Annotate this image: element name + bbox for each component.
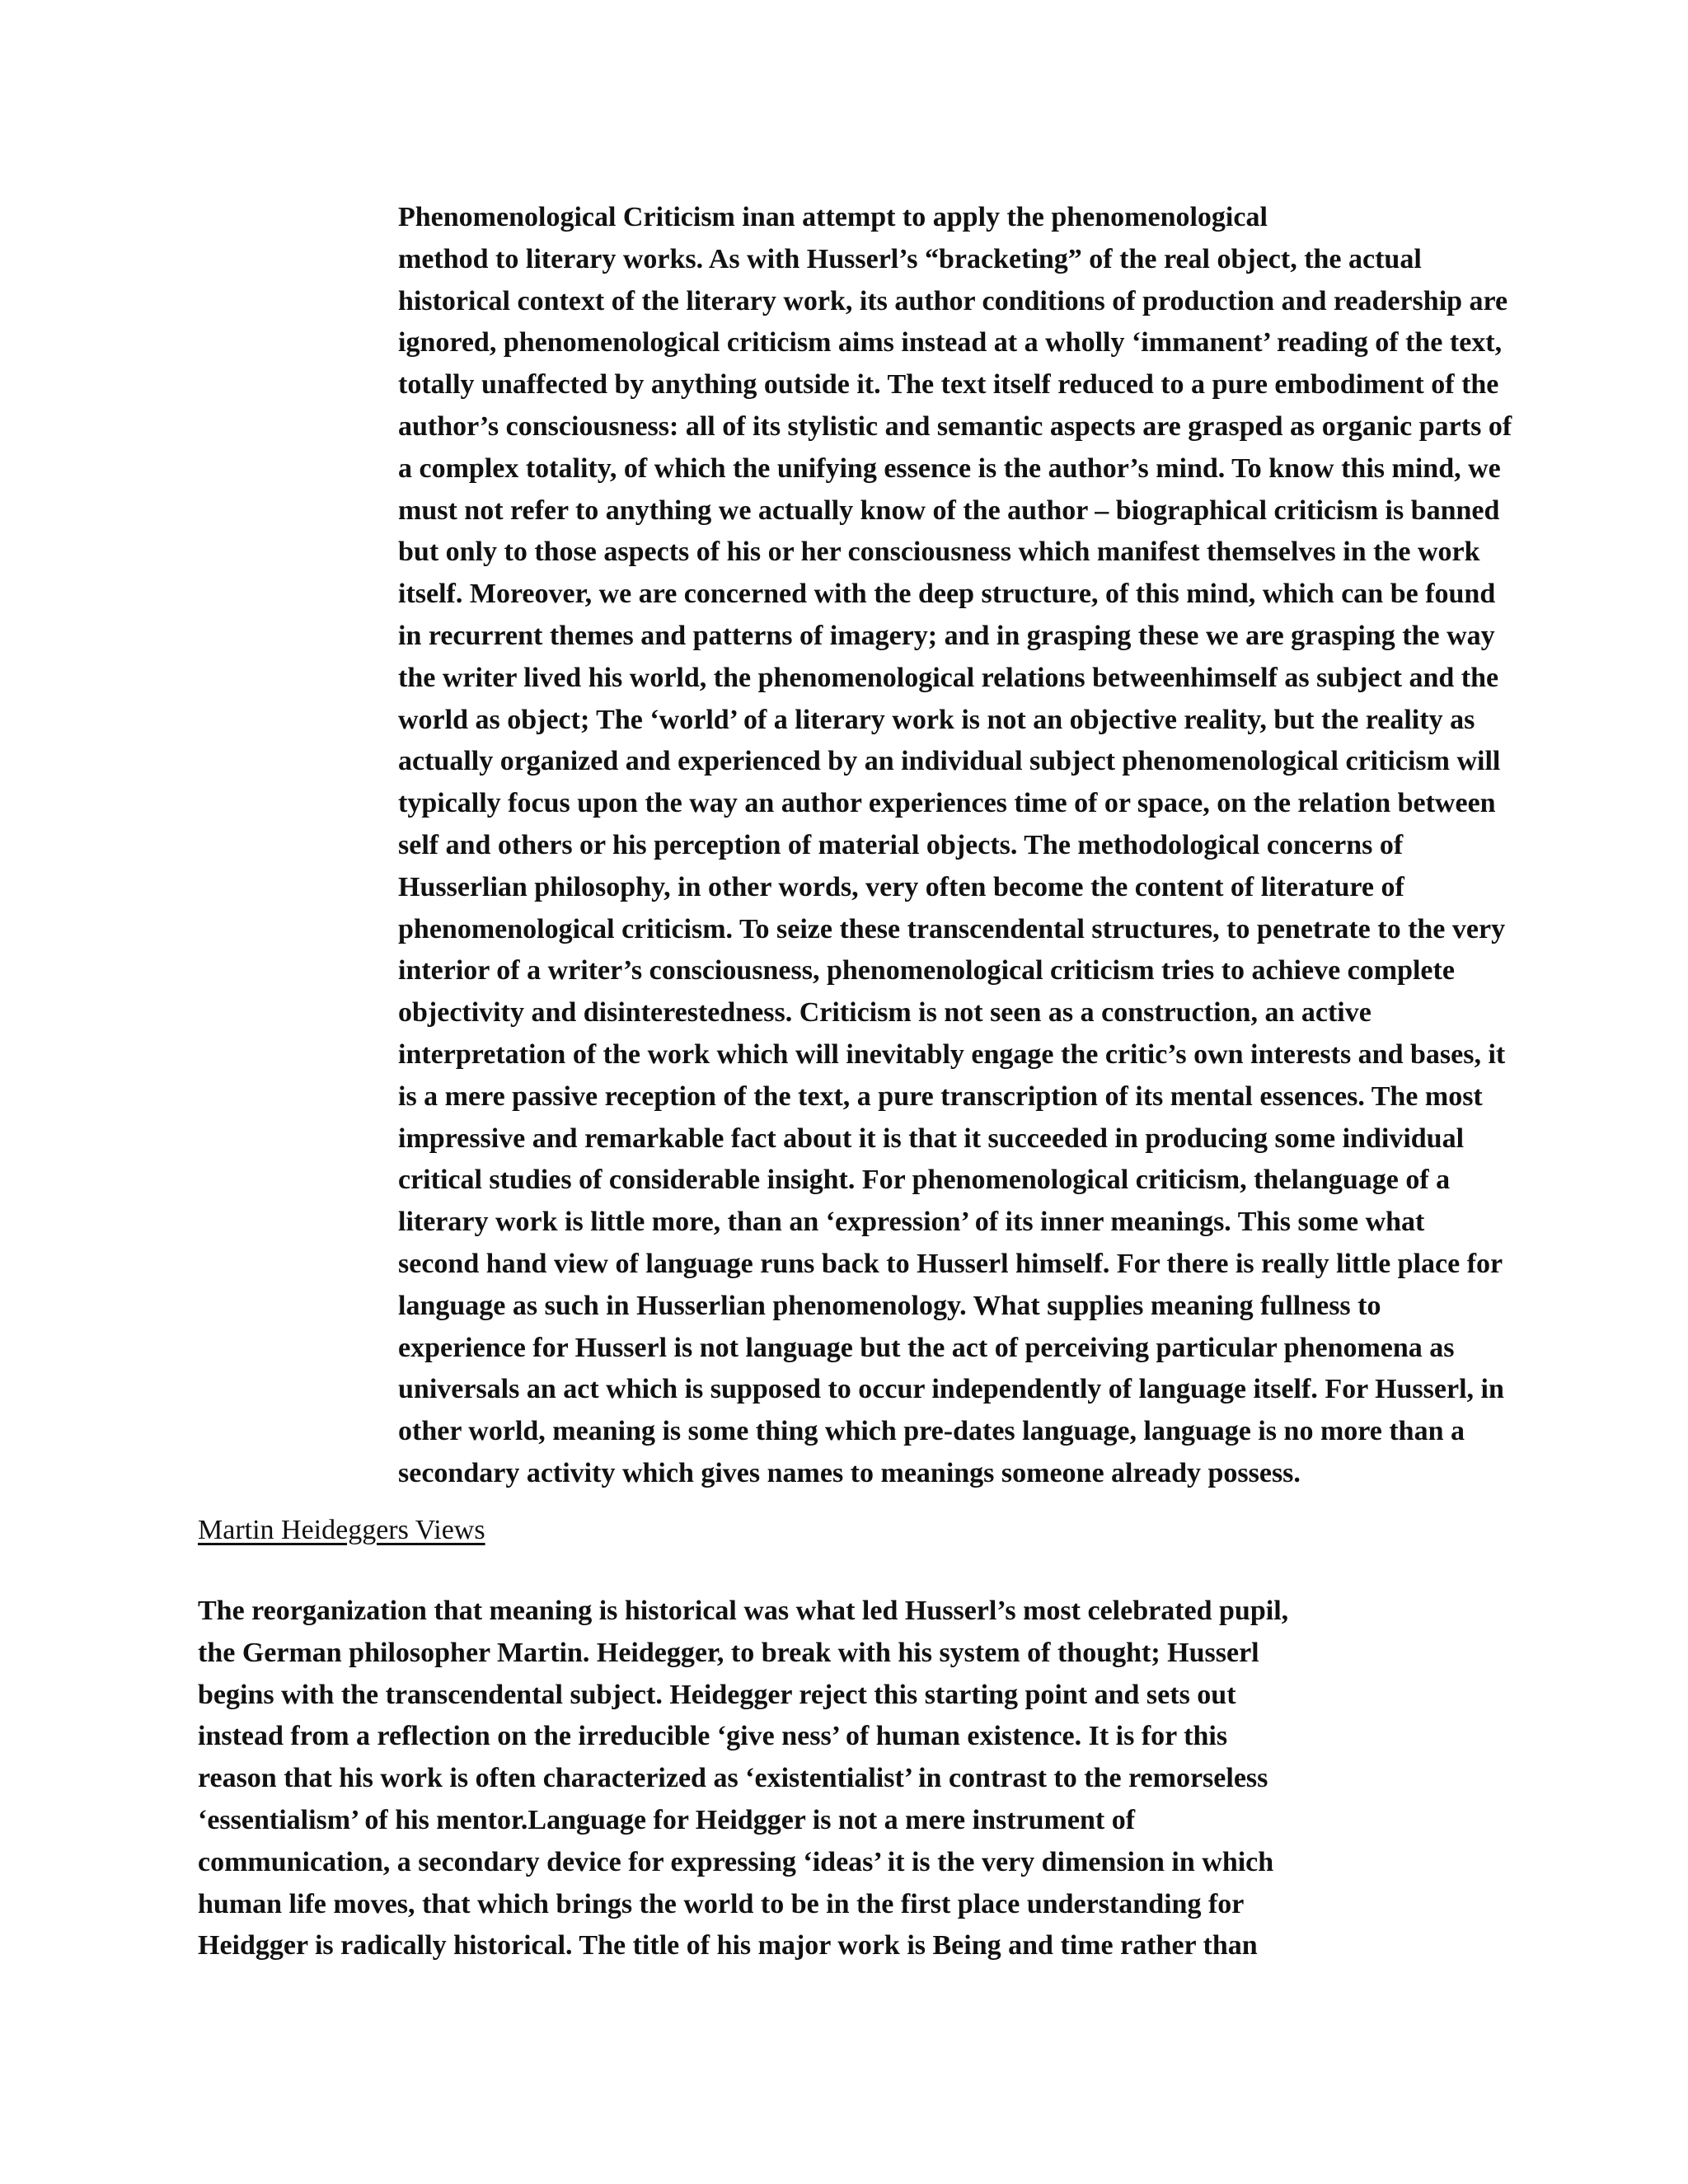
paragraph-line: objectivity and disinterestedness. Criticism is not seen as a construction, an active <box>398 997 1372 1029</box>
paragraph-line: totally unaffected by anything outside it. The text itself reduced to a pure embodiment of the <box>398 369 1499 401</box>
paragraph-heidegger-views <box>198 1591 1512 1967</box>
paragraph-phenomenological-criticism <box>198 197 1512 1495</box>
paragraph-line: ignored, phenomenological criticism aims instead at a wholly ‘immanent’ reading of the text, <box>398 327 1503 359</box>
paragraph-line: literary work is little more, than an ‘expression’ of its inner meanings. This some what <box>398 1207 1425 1238</box>
paragraph-line: typically focus upon the way an author experiences time of or space, on the relation between <box>398 788 1496 819</box>
paragraph-line: begins with the transcendental subject. Heidegger reject this starting point and sets out <box>198 1679 1236 1710</box>
paragraph-line: the German philosopher Martin. Heidegger, to break with his system of thought; Husserl <box>198 1637 1259 1668</box>
paragraph-line: must not refer to anything we actually know of the author – biographical criticism is banned <box>398 494 1500 526</box>
paragraph-line: Phenomenological Criticism inan attempt to apply the phenomenological <box>398 202 1268 232</box>
paragraph-line: the writer lived his world, the phenomenological relations betweenhimself as subject and the <box>398 662 1499 693</box>
paragraph-line: Husserlian philosophy, in other words, very often become the content of literature of <box>398 871 1404 902</box>
paragraph-line: human life moves, that which brings the world to be in the first place understanding for <box>198 1888 1245 1919</box>
paragraph-line: in recurrent themes and patterns of imagery; and in grasping these we are grasping the way <box>398 620 1495 651</box>
paragraph-line: itself. Moreover, we are concerned with the deep structure, of this mind, which can be found <box>398 579 1496 610</box>
paragraph-line: experience for Husserl is not language but the act of perceiving particular phenomena as <box>398 1332 1455 1363</box>
paragraph-line: is a mere passive reception of the text, a pure transcription of its mental essences. The most <box>398 1080 1483 1112</box>
paragraph-line: secondary activity which gives names to meanings someone already possess. <box>398 1457 1301 1488</box>
paragraph-line: self and others or his perception of material objects. The methodological concerns of <box>398 829 1404 860</box>
paragraph-line: interpretation of the work which will inevitably engage the critic’s own interests and bases, it <box>398 1038 1506 1070</box>
paragraph-line: critical studies of considerable insight. For phenomenological criticism, thelanguage of a <box>398 1165 1451 1196</box>
paragraph-line: instead from a reflection on the irreducible ‘give ness’ of human existence. It is for this <box>198 1721 1228 1752</box>
paragraph-line: but only to those aspects of his or her consciousness which manifest themselves in the work <box>398 537 1480 568</box>
paragraph-line: universals an act which is supposed to occur independently of language itself. For Husserl, in <box>398 1374 1504 1405</box>
paragraph-line: language as such in Husserlian phenomenology. What supplies meaning fullness to <box>398 1290 1381 1321</box>
paragraph-line: world as object; The ‘world’ of a literary work is not an objective reality, but the reality as <box>398 704 1475 735</box>
paragraph-line: actually organized and experienced by an individual subject phenomenological criticism will <box>398 746 1501 777</box>
paragraph-line: method to literary works. As with Husserl’s “bracketing” of the real object, the actual <box>398 243 1422 274</box>
paragraph-line: a complex totality, of which the unifying essence is the author’s mind. To know this mind, we <box>398 452 1501 484</box>
paragraph-line: phenomenological criticism. To seize these transcendental structures, to penetrate to the very <box>398 913 1506 944</box>
paragraph-line: The reorganization that meaning is historical was what led Husserl’s most celebrated pupil, <box>198 1596 1289 1626</box>
paragraph-line: Heidgger is radically historical. The title of his major work is Being and time rather than <box>198 1930 1258 1961</box>
paragraph-line: historical context of the literary work, its author conditions of production and readership are <box>398 285 1508 316</box>
paragraph-line: communication, a secondary device for expressing ‘ideas’ it is the very dimension in which <box>198 1846 1274 1877</box>
paragraph-line: other world, meaning is some thing which pre-dates language, language is no more than a <box>398 1416 1465 1447</box>
paragraph-line: reason that his work is often characterized as ‘existentialist’ in contrast to the remorseless <box>198 1763 1268 1794</box>
paragraph-line: ‘essentialism’ of his mentor.Language for Heidgger is not a mere instrument of <box>198 1804 1136 1835</box>
paragraph-line: interior of a writer’s consciousness, phenomenological criticism tries to achieve complete <box>398 955 1455 987</box>
paragraph-line: second hand view of language runs back to Husserl himself. For there is really little place for <box>398 1248 1503 1279</box>
section-heading: Martin Heideggers Views <box>198 1515 485 1545</box>
paragraph-line: impressive and remarkable fact about it is that it succeeded in producing some individual <box>398 1122 1465 1154</box>
paragraph-line: author’s consciousness: all of its stylistic and semantic aspects are grasped as organic parts of <box>398 410 1512 442</box>
